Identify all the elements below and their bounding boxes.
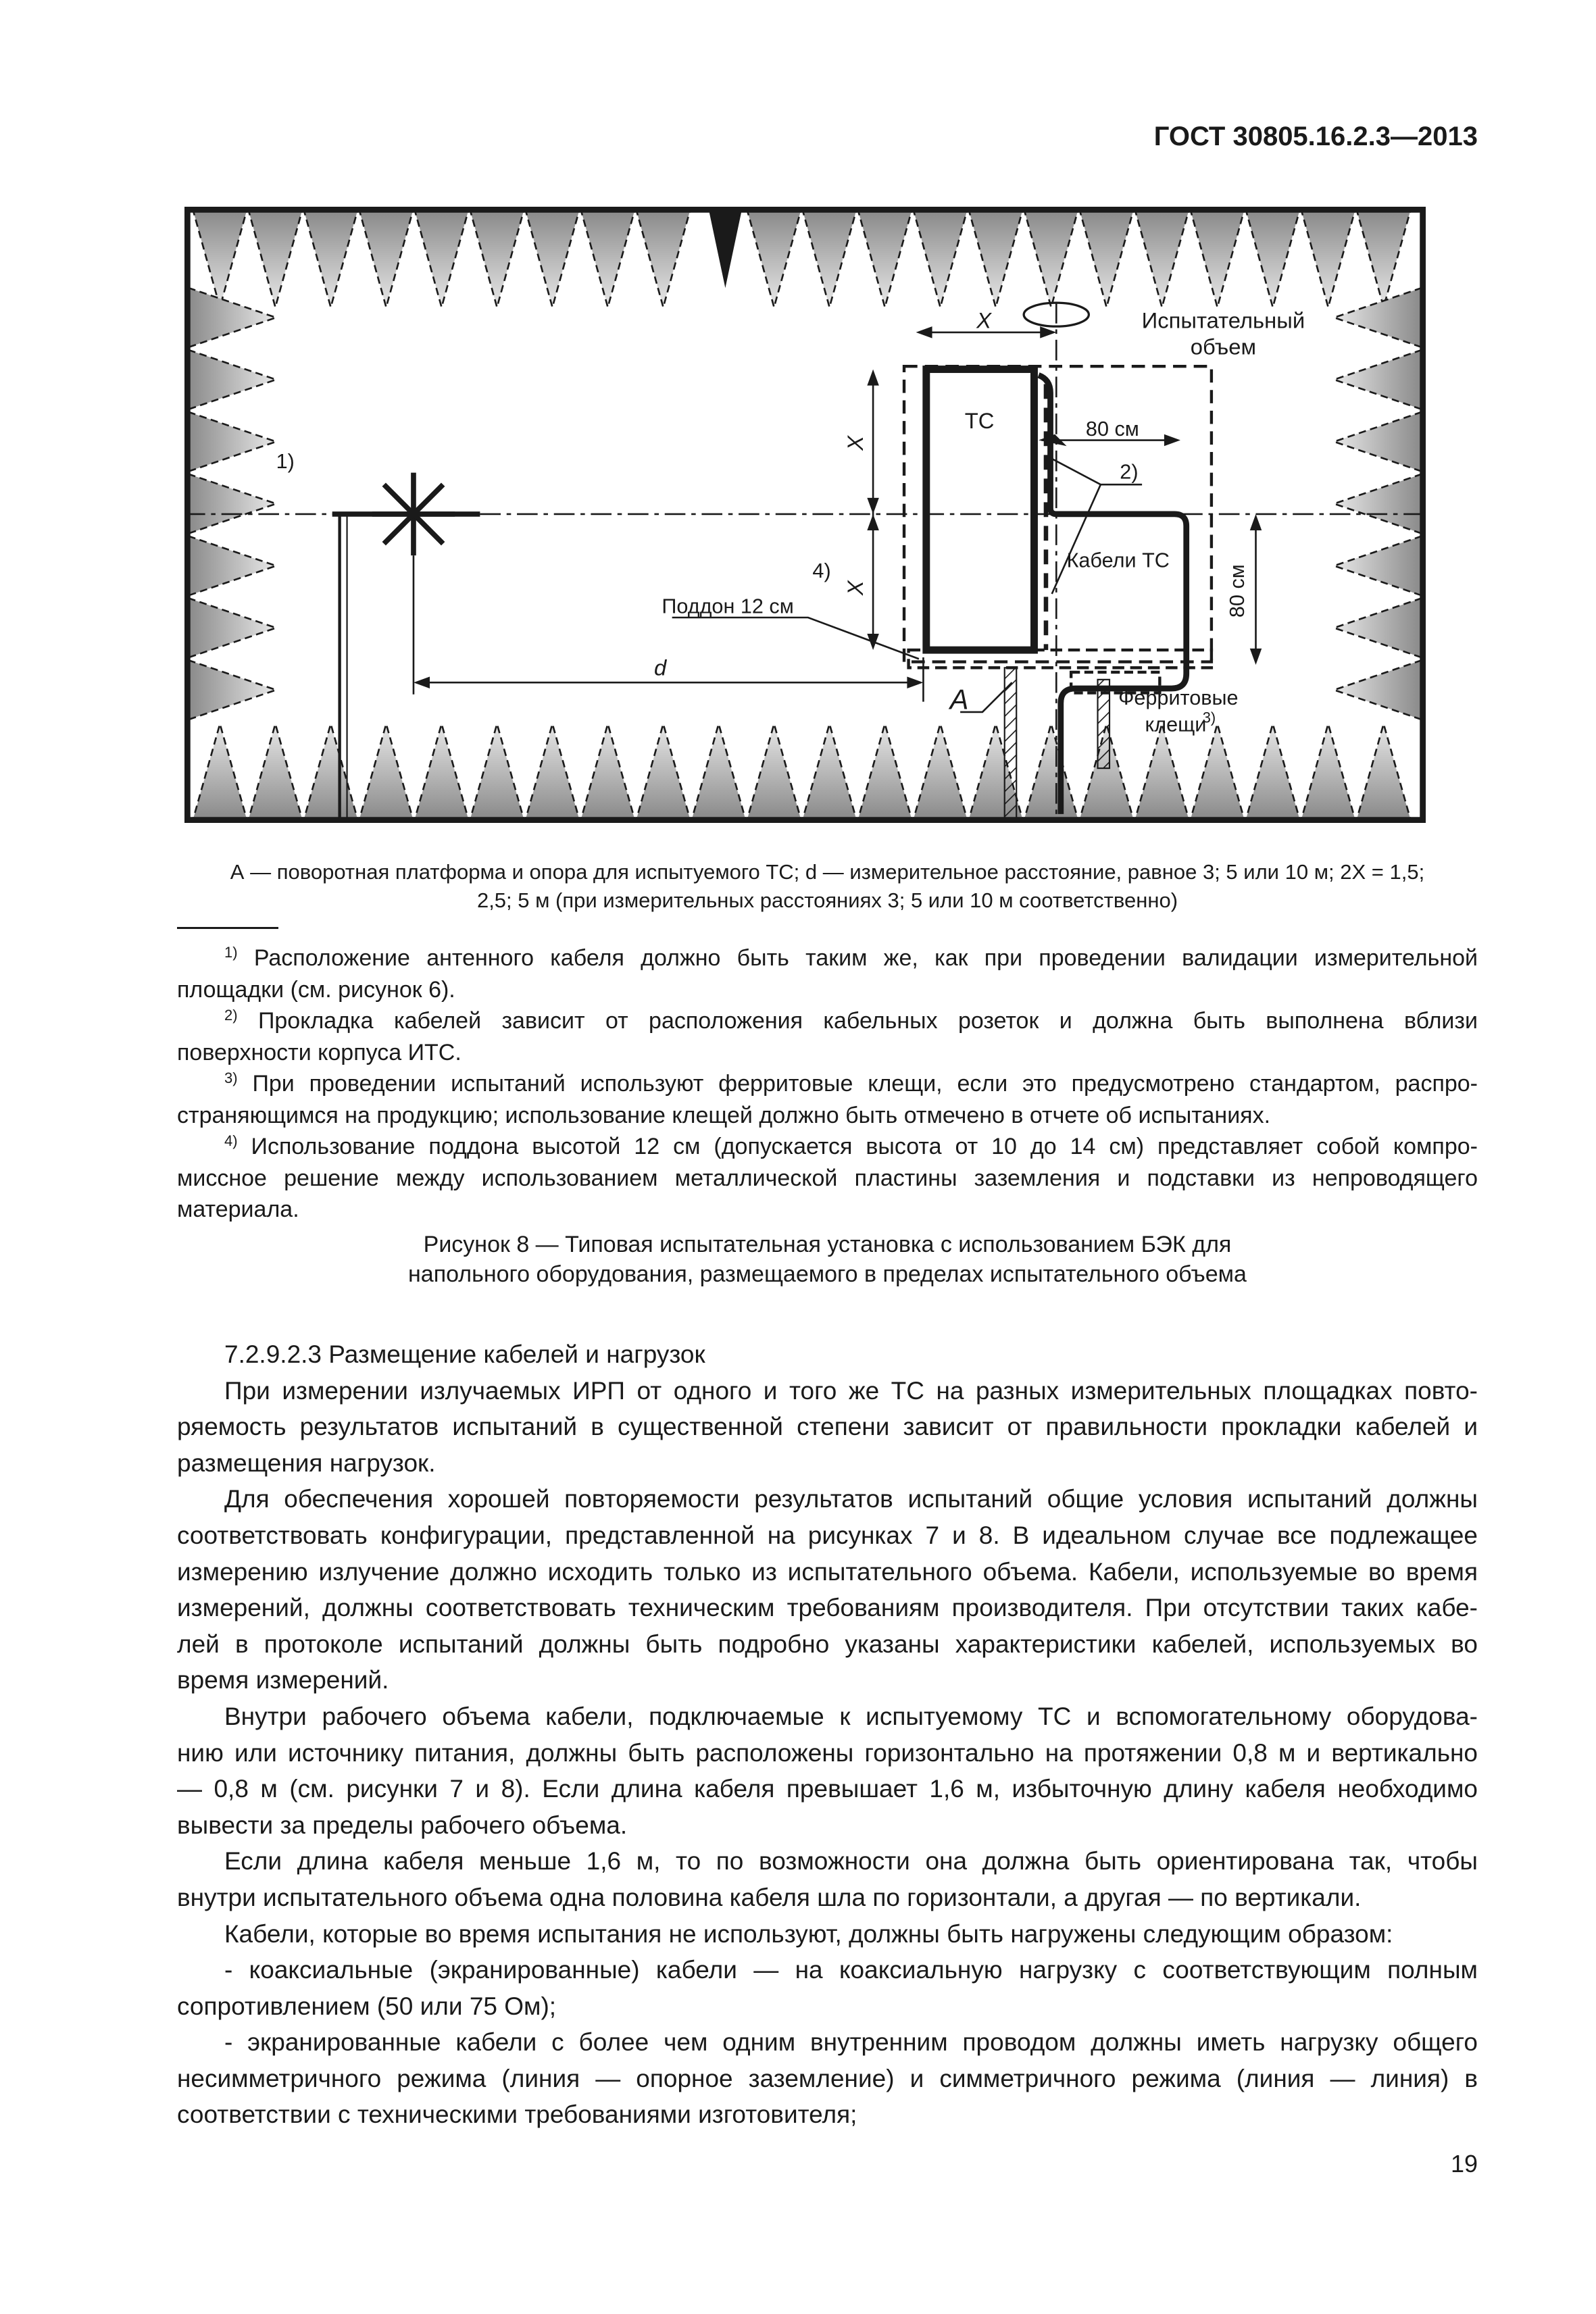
label-x-top: X: [976, 307, 992, 333]
footnote-mark: 3): [224, 1070, 238, 1086]
page-number: 19: [1450, 2150, 1478, 2178]
section-heading: 7.2.9.2.3 Размещение кабелей и нагрузок: [224, 1340, 705, 1368]
label-test-volume-1: Испытательный: [1141, 307, 1305, 333]
paragraph-line: Внутри рабочего объема кабели, подключаемые к испытуемому ТС и вспомогательному оборудова-: [224, 1702, 1478, 1730]
label-x-left-bottom: X: [842, 580, 868, 596]
absorber-cone-bottom: [747, 724, 801, 818]
label-ferrite-1: Ферритовые: [1118, 686, 1239, 710]
footnote-line: страняющимся на продукцию; использование клещей должно быть отмечено в отчете об испытаниях.: [177, 1102, 1271, 1128]
paragraph-line: - коаксиальные (экранированные) кабели — на коаксиальную нагрузку с соответствующим полным: [224, 1956, 1478, 1984]
absorber-cone-bottom: [692, 724, 745, 818]
center-absorber: [709, 211, 741, 288]
absorber-cone-bottom: [415, 724, 468, 818]
absorber-cone-bottom: [304, 724, 357, 818]
paragraph-line: Для обеспечения хорошей повторяемости результатов испытаний общие условия испытаний должны: [224, 1485, 1478, 1513]
label-note-1: 1): [276, 450, 295, 474]
figure-title: [177, 1230, 1478, 1289]
footnote-mark: 4): [224, 1132, 238, 1149]
absorber-cone-bottom: [1024, 724, 1078, 818]
legend-line: 2,5; 5 м (при измерительных расстояниях 3; 5 или 10 м соответственно): [476, 888, 1178, 912]
paragraph-line: несимметричного режима (линия — опорное заземление) и симметричного режима (линия — линия) в: [177, 2064, 1478, 2092]
absorber-cone-top: [1357, 211, 1410, 307]
paragraph-line: нию или источнику питания, должны быть расположены горизонтально на протяжении 0,8 м и вертикально: [177, 1738, 1478, 1767]
paragraph-line: измерению излучение должно исходить только из испытательного объема. Кабели, используемые во время: [177, 1557, 1478, 1586]
absorber-cone-top: [249, 211, 302, 307]
absorber-cone-top: [470, 211, 524, 307]
label-eut: ТС: [964, 408, 995, 434]
paragraph-line: ряемость результатов испытаний в существенной степени зависит от правильности прокладки кабелей и: [177, 1413, 1478, 1441]
footnotes: [177, 942, 1478, 1226]
absorber-cone-right: [1334, 474, 1421, 533]
label-ferrite-note: 3): [1202, 709, 1216, 726]
absorber-cone-bottom: [470, 724, 524, 818]
standard-header: ГОСТ 30805.16.2.3—2013: [1153, 122, 1478, 151]
paragraph-line: вывести за пределы рабочего объема.: [177, 1811, 628, 1839]
label-test-volume-2: объем: [1190, 334, 1257, 359]
absorber-cone-top: [1191, 211, 1244, 307]
label-80cm-horizontal: 80 см: [1085, 417, 1139, 441]
paragraph-line: Если длина кабеля меньше 1,6 м, то по возможности она должна быть ориентирована так, чтобы: [224, 1847, 1478, 1876]
absorber-cone-bottom: [914, 724, 967, 818]
paragraph-line: размещения нагрузок.: [177, 1449, 436, 1477]
label-ferrite-2: клещи: [1145, 713, 1207, 736]
absorber-cone-right: [1334, 599, 1421, 657]
paragraph-line: Кабели, которые во время испытания не используют, должны быть нагружены следующим образом:: [224, 1919, 1393, 1948]
paragraph-line: соответствовать конфигурации, представленной на рисунках 7 и 8. В идеальном случае все подлежащее: [177, 1521, 1478, 1549]
absorber-cone-bottom: [637, 724, 690, 818]
footnote-line: миссное решение между использованием металлической пластины заземления и подставки из непроводящего: [177, 1165, 1478, 1191]
absorber-cone-top: [1135, 211, 1189, 307]
absorber-cone-top: [304, 211, 357, 307]
paragraph-line: сопротивлением (50 или 75 Ом);: [177, 1992, 557, 2020]
footnote-mark: 1): [224, 944, 238, 961]
absorber-cone-right: [1334, 350, 1421, 409]
absorber-cone-left: [189, 599, 276, 657]
label-note-4: 4): [812, 559, 831, 582]
footnote-separator: [177, 927, 278, 929]
label-turntable-a: A: [949, 683, 969, 715]
figure-title-line: Рисунок 8 — Типовая испытательная установка с использованием БЭК для: [423, 1232, 1232, 1257]
footnote-line: площадки (см. рисунок 6).: [177, 976, 455, 1003]
absorber-cone-bottom: [858, 724, 912, 818]
absorber-cone-top: [858, 211, 912, 307]
absorber-cone-bottom: [359, 724, 413, 818]
absorber-cone-right: [1334, 288, 1421, 347]
figure-title-line: напольного оборудования, размещаемого в пределах испытательного объема: [408, 1261, 1247, 1287]
absorber-cone-left: [189, 350, 276, 409]
absorber-cone-top: [1080, 211, 1133, 307]
absorber-cone-left: [189, 536, 276, 595]
absorber-cone-left: [189, 660, 276, 719]
footnote-1: $^{1)}$ Расположение антенного кабеля должно быть таким же, как при проведении валидации измерительной: [224, 944, 1478, 971]
paragraph-line: При измерении излучаемых ИРП от одного и того же ТС на разных измерительных площадках повто-: [224, 1376, 1478, 1405]
paragraph-line: внутри испытательного объема одна половина кабеля шла по горизонтали, а другая — по вертикали.: [177, 1883, 1362, 1911]
paragraph-line: соответствии с техническими требованиями изготовителя;: [177, 2101, 857, 2129]
antenna-icon: [332, 473, 480, 555]
absorber-cone-top: [914, 211, 967, 307]
absorber-cone-top: [359, 211, 413, 307]
absorber-cone-right: [1334, 412, 1421, 471]
absorber-cone-right: [1334, 536, 1421, 595]
section-body: [177, 1336, 1478, 2133]
figure-legend: [177, 858, 1478, 915]
paragraph-line: - экранированные кабели с более чем одним внутренним проводом должны иметь нагрузку общего: [224, 2028, 1478, 2057]
absorber-cone-bottom: [526, 724, 579, 818]
absorber-cone-bottom: [581, 724, 634, 818]
absorber-cone-top: [803, 211, 856, 307]
absorber-cone-top: [581, 211, 634, 307]
absorber-cone-bottom: [193, 724, 247, 818]
paragraph-line: время измерений.: [177, 1666, 389, 1694]
label-d: d: [654, 655, 667, 680]
label-eut-cables: Кабели ТС: [1066, 549, 1170, 572]
absorber-cone-top: [747, 211, 801, 307]
absorber-cone-top: [415, 211, 468, 307]
absorber-cone-right: [1334, 660, 1421, 719]
absorber-cone-top: [1024, 211, 1078, 307]
absorber-cone-left: [189, 474, 276, 533]
footnote-4: $^{4)}$ Использование поддона высотой 12 см (допускается высота от 10 до 14 см) представляет собой компро-: [224, 1132, 1478, 1159]
absorber-cone-top: [969, 211, 1022, 307]
paragraph-line: — 0,8 м (см. рисунки 7 и 8). Если длина кабеля превышает 1,6 м, избыточную длину кабеля необходимо: [177, 1775, 1478, 1803]
label-x-left-top: X: [842, 435, 868, 451]
absorber-cone-left: [189, 412, 276, 471]
absorber-cone-left: [189, 288, 276, 347]
absorber-cone-bottom: [1357, 724, 1410, 818]
absorber-cone-top: [1301, 211, 1355, 307]
label-note-2: 2): [1120, 460, 1139, 484]
paragraph-line: лей в протоколе испытаний должны быть подробно указаны характеристики кабелей, используемых во: [177, 1630, 1478, 1658]
footnote-3: $^{3)}$ При проведении испытаний используют ферритовые клещи, если это предусмотрено стандартом, распро-: [224, 1070, 1478, 1097]
legend-line: А — поворотная платформа и опора для испытуемого ТС; d — измерительное расстояние, равное 3; 5 или 10 м; 2X = 1,5;: [230, 860, 1425, 884]
footnote-line: поверхности корпуса ИТС.: [177, 1039, 462, 1065]
absorber-cone-top: [637, 211, 690, 307]
support-left: [1005, 668, 1016, 823]
absorber-cone-top: [1246, 211, 1299, 307]
paragraph-line: измерений, должны соответствовать техническим требованиям производителя. При отсутствии таких кабе-: [177, 1594, 1478, 1622]
label-80cm-vertical: 80 см: [1226, 564, 1249, 618]
footnote-line: материала.: [177, 1197, 299, 1222]
test-setup-figure: [184, 207, 1426, 823]
footnote-2: $^{2)}$ Прокладка кабелей зависит от расположения кабельных розеток и должна быть выполнена вблизи: [224, 1007, 1478, 1034]
footnote-mark: 2): [224, 1007, 238, 1024]
label-pallet: Поддон 12 см: [662, 595, 794, 618]
absorber-cone-bottom: [249, 724, 302, 818]
absorber-cone-top: [526, 211, 579, 307]
absorber-cone-bottom: [1246, 724, 1299, 818]
absorber-cone-bottom: [1135, 724, 1189, 818]
absorber-cone-bottom: [1191, 724, 1244, 818]
absorber-cone-bottom: [803, 724, 856, 818]
absorber-cone-bottom: [1301, 724, 1355, 818]
